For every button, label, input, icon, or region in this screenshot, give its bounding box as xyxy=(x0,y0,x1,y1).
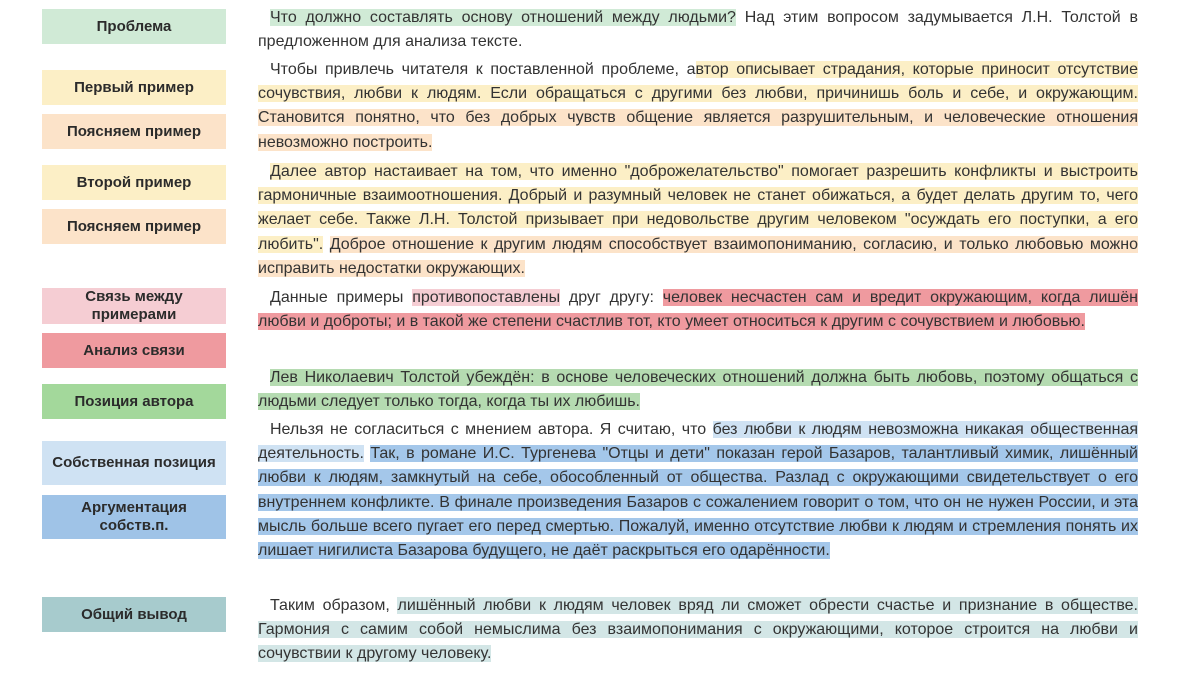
paragraph-author-position xyxy=(258,366,1138,414)
label-text: Проблема xyxy=(96,17,172,35)
label-conclusion xyxy=(42,597,226,632)
highlighted-text: Доброе отношение к другим людям способствует взаимопониманию, согласию, и только любовью можно исправить недостатки окружающих. xyxy=(258,235,1138,277)
label-example-1 xyxy=(42,70,226,105)
plain-text: друг другу: xyxy=(560,289,663,306)
label-text: Связь между примерами xyxy=(85,288,183,323)
highlighted-text: втор описывает страдания, которые приносит отсутствие сочувствия, любви к людям. Если обращаться с другими без любви, причинишь боль и себе, и окружающим. xyxy=(258,61,1138,103)
highlighted-text: человек несчастен сам и вредит окружающим, когда лишён любви и доброты; и в такой же степени счастлив тот, кто умеет относиться к другим с сочувствием и любовью. xyxy=(258,289,1138,331)
label-text: Поясняем пример xyxy=(66,122,202,140)
paragraph-own-position xyxy=(258,418,1138,563)
label-example-2 xyxy=(42,165,226,200)
paragraph-problem xyxy=(258,6,1138,54)
plain-text: Над этим вопросом задумывается Л.Н. Толстой в предложенном для анализа тексте. xyxy=(258,9,1139,51)
paragraph-link xyxy=(258,286,1138,334)
label-text: Общий вывод xyxy=(81,605,187,623)
label-own-argument xyxy=(42,495,226,539)
label-text: Анализ связи xyxy=(83,341,185,359)
label-author-position xyxy=(42,384,226,419)
highlighted-text: без любви к людям невозможна никакая общественная деятельность. xyxy=(258,421,1139,463)
plain-text: Чтобы привлечь читателя к поставленной проблеме, а xyxy=(270,61,696,78)
label-own-position xyxy=(42,441,226,485)
plain-text xyxy=(323,236,329,253)
highlighted-text: противопоставлены xyxy=(412,289,561,306)
label-problem xyxy=(42,9,226,44)
highlighted-text: Что должно составлять основу отношений между людьми? xyxy=(270,9,736,26)
label-explain-1 xyxy=(42,114,226,149)
highlighted-text: Далее автор настаивает на том, что именно "доброжелательство" помогает разрешить конфликты и выстроить гармоничные взаимоотношения. Добрый и разумный человек не станет обижаться, а будет делать другим то, чего желает себе. Также Л.Н. Толстой призывает при недовольстве другим человеком "осуждать его поступки, а его любить". xyxy=(258,163,1138,253)
plain-text: Нельзя не согласиться с мнением автора. Я считаю, что xyxy=(270,421,713,438)
paragraph-conclusion xyxy=(258,594,1138,667)
label-link xyxy=(42,288,226,324)
highlighted-text: Становится понятно, что без добрых чувств общение является разрушительным, и человеческие отношения невозможно построить. xyxy=(258,109,1138,151)
label-text: Аргументация собств.п. xyxy=(81,499,187,534)
label-text: Собственная позиция xyxy=(52,454,216,471)
label-link-analysis xyxy=(42,333,226,368)
label-text: Второй пример xyxy=(76,173,192,191)
label-text: Позиция автора xyxy=(74,392,194,410)
label-explain-2 xyxy=(42,209,226,244)
label-text: Первый пример xyxy=(74,78,194,96)
highlighted-text: Так, в романе И.С. Тургенева "Отцы и дети" показан герой Базаров, талантливый химик, лишённый любви к людям, замкнутый на себе, обособленный от общества. Разлад с окружающими свидетельствует о его внутреннем конфликте. В финале произведения Базаров с сожалением говорит о том, что он не нужен России, и эта мысль больше всего пугает его перед смертью. Пожалуй, именно отсутствие любви к людям и стремления понять их лишает нигилиста Базарова будущего, не даёт раскрыться его одарённости. xyxy=(258,445,1138,560)
highlighted-text: Лев Николаевич Толстой убеждён: в основе человеческих отношений должна быть любовь, поэтому общаться с людьми следует только тогда, когда ты их любишь. xyxy=(258,369,1138,411)
label-text: Поясняем пример xyxy=(66,217,202,235)
plain-text: Данные примеры xyxy=(270,289,413,306)
highlighted-text: лишённый любви к людям человек вряд ли сможет обрести счастье и признание в обществе. Гармония с самим собой немыслима без взаимопонимания с окружающими, которое строится на любви и сочувствии к другому человеку. xyxy=(258,597,1138,663)
paragraph-example-1 xyxy=(258,58,1138,155)
paragraph-example-2 xyxy=(258,160,1138,281)
plain-text: Таким образом, xyxy=(270,597,398,614)
